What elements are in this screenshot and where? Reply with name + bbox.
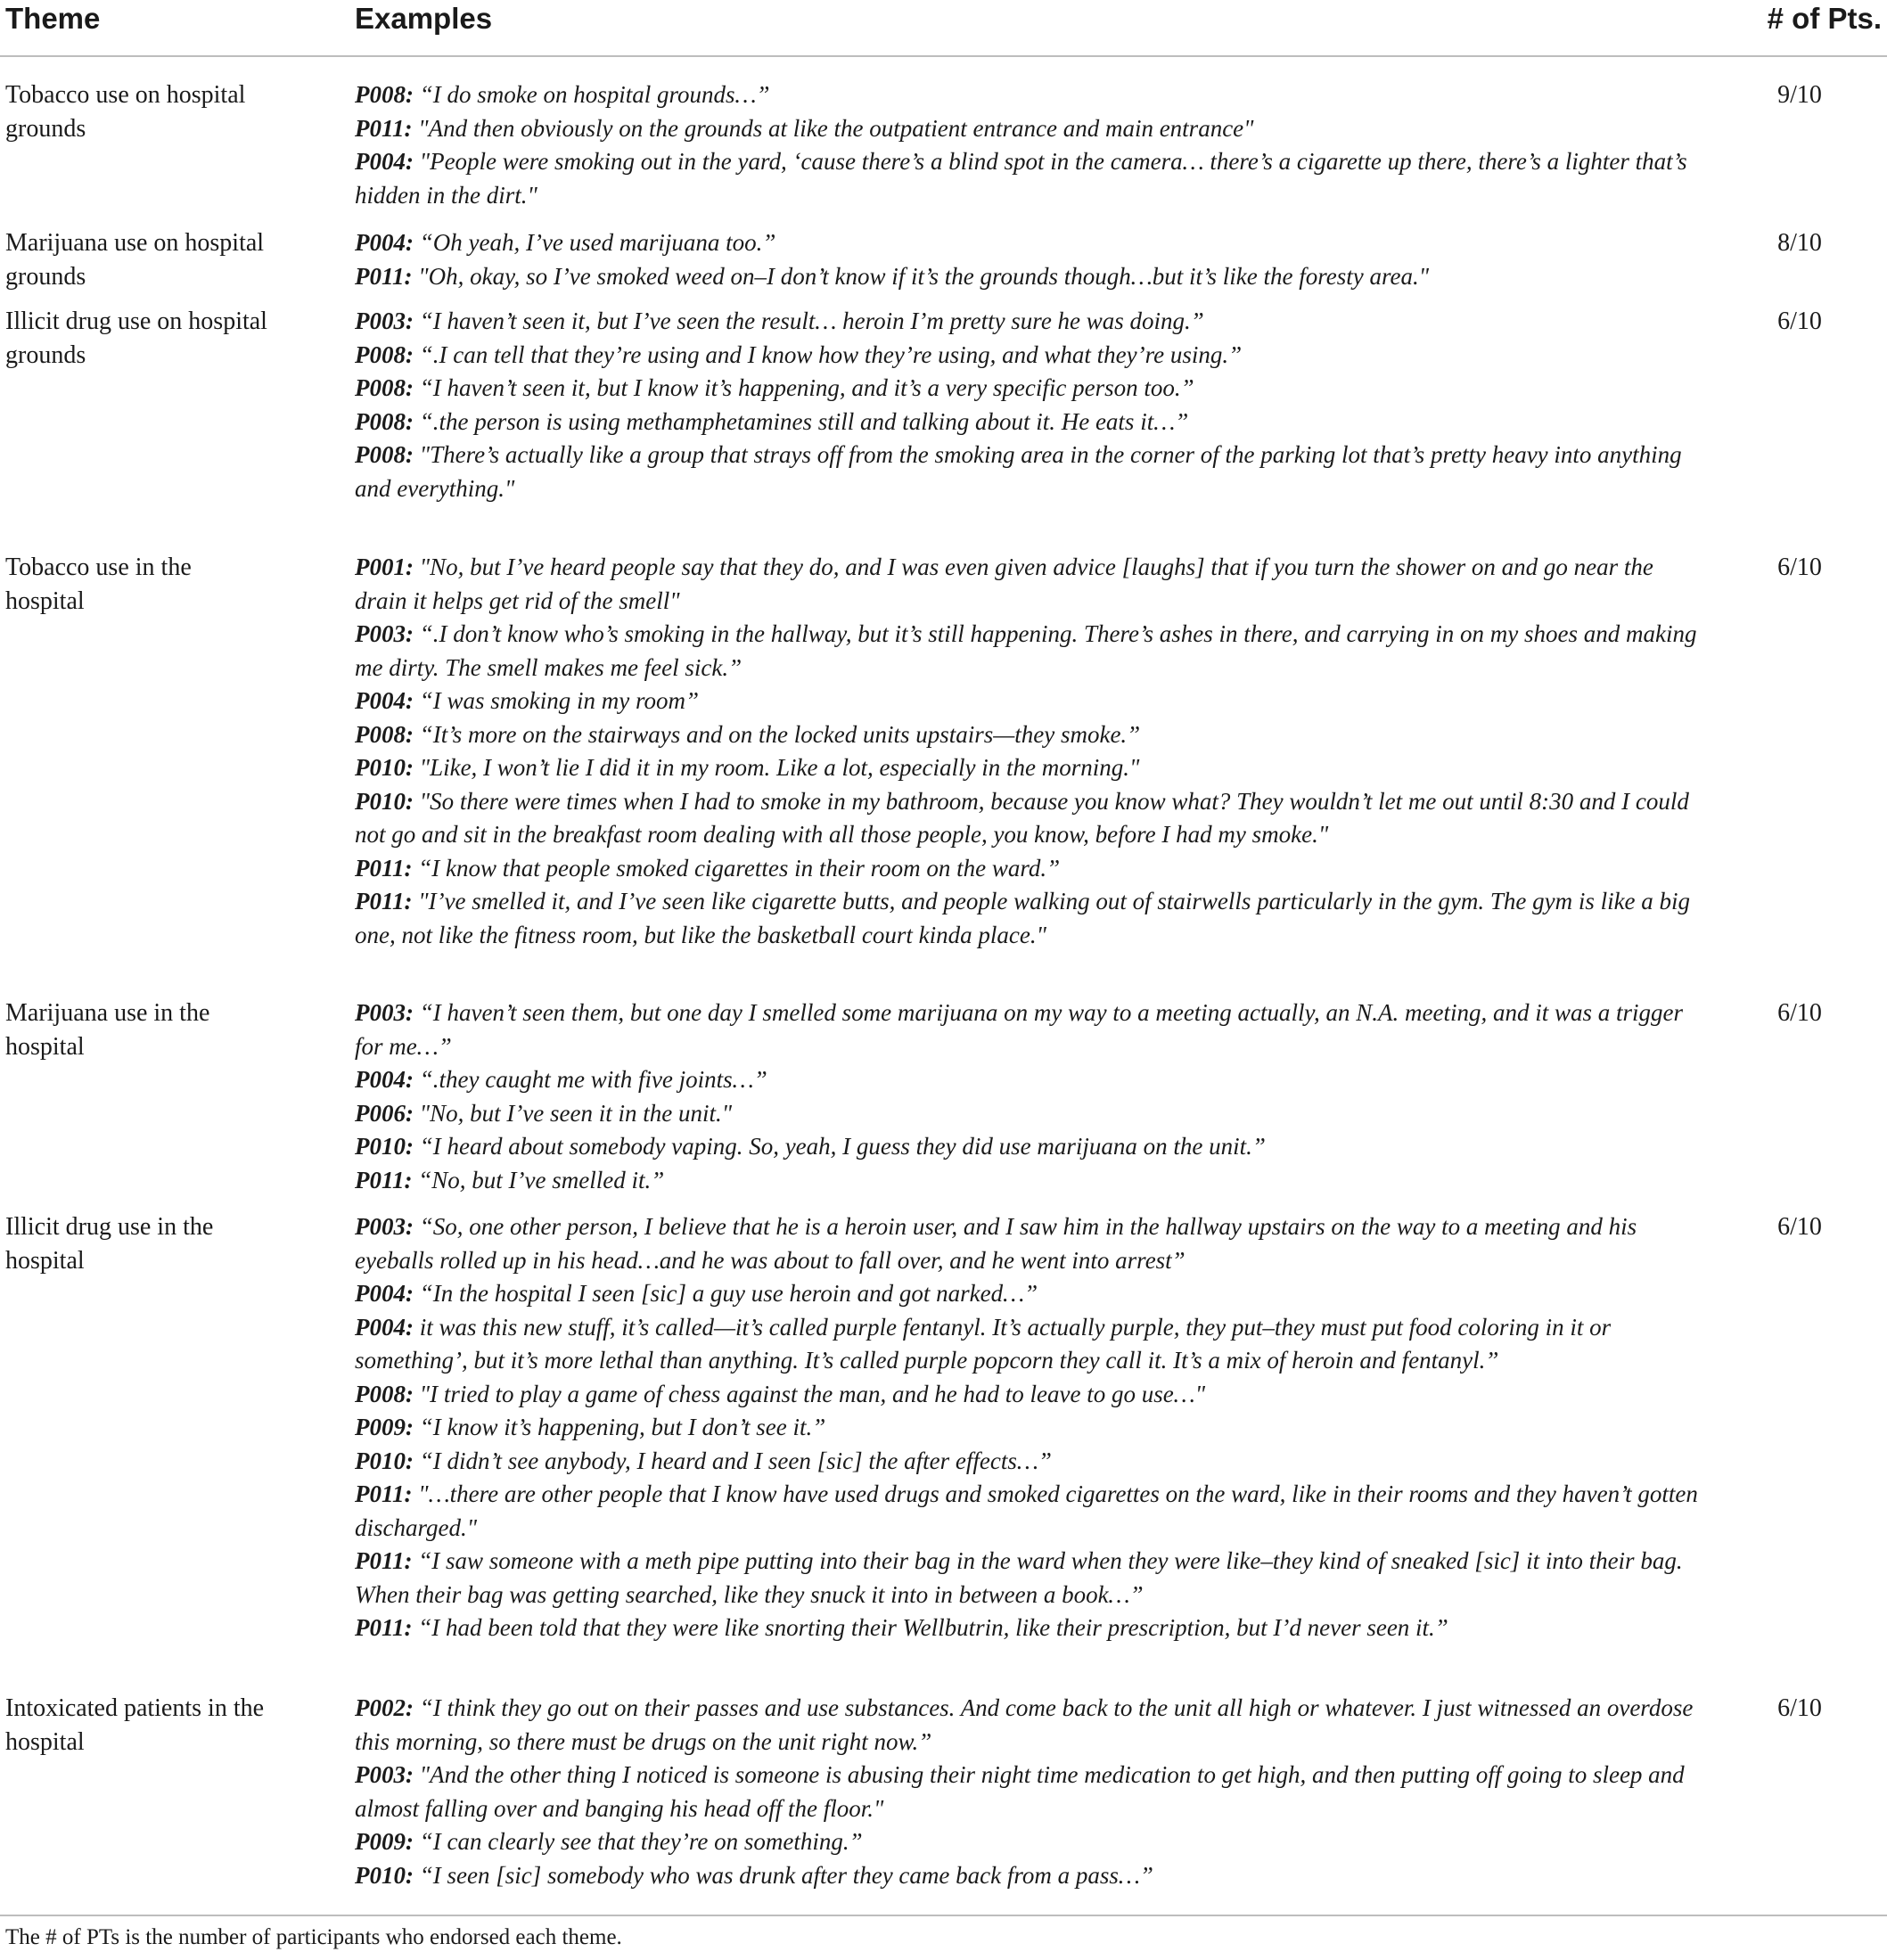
example-quote xyxy=(355,1692,1701,1759)
example-quote xyxy=(355,1097,1701,1131)
quote-text: “I haven’t seen it, but I know it’s happening, and it’s a very specific person too.” xyxy=(413,374,1194,401)
quote-text: "Like, I won’t lie I did it in my room. Like a lot, especially in the morning." xyxy=(413,754,1140,781)
example-quote xyxy=(355,260,1701,294)
quote-text: "So there were times when I had to smoke in my bathroom, because you know what? They wouldn’t let me out until 8:30 and I could not go and sit in the breakfast room dealing with all those people, you know, before I had my smoke." xyxy=(355,787,1689,848)
participant-id: P010: xyxy=(355,754,414,781)
example-quote xyxy=(355,145,1701,212)
participant-count: 6/10 xyxy=(1777,1694,1822,1722)
participant-id: P008: xyxy=(355,720,414,748)
example-quote xyxy=(355,852,1701,886)
participant-id: P008: xyxy=(355,407,414,435)
quote-text: “I heard about somebody vaping. So, yeah, I guess they did use marijuana on the unit.” xyxy=(413,1133,1266,1160)
example-quote xyxy=(355,1411,1701,1445)
theme-cell: Intoxicated patients in the hospital xyxy=(5,1694,265,1756)
quote-text: “I think they go out on their passes and use substances. And come back to the unit all high or whatever. I just witnessed an overdose this morning, so there must be drugs on the unit right now.” xyxy=(355,1694,1694,1755)
quote-text: “.the person is using methamphetamines still and talking about it. He eats it…” xyxy=(413,407,1189,435)
participant-id: P010: xyxy=(355,1861,414,1889)
participant-id: P011: xyxy=(355,854,413,882)
quote-text: "Oh, okay, so I’ve smoked weed on–I don’t know if it’s the grounds though…but it’s like the foresty area." xyxy=(412,262,1430,290)
quote-text: “I know it’s happening, but I don’t see it.” xyxy=(413,1414,826,1440)
participant-id: P011: xyxy=(355,888,413,914)
example-quote xyxy=(355,305,1701,339)
example-quote xyxy=(355,885,1701,952)
quote-text: “I haven’t seen it, but I’ve seen the result… heroin I’m pretty sure he was doing.” xyxy=(413,308,1204,334)
theme-cell: Illicit drug use in the hospital xyxy=(5,1213,214,1275)
examples-cell xyxy=(355,1692,1701,1892)
example-quote xyxy=(355,1164,1701,1198)
example-quote xyxy=(355,1063,1701,1097)
quote-text: “It’s more on the stairways and on the locked units upstairs—they smoke.” xyxy=(413,720,1141,748)
quote-text: "There’s actually like a group that strays off from the smoking area in the corner of the parking lot that’s pretty heavy into anything and everything." xyxy=(355,441,1682,502)
participant-id: P003: xyxy=(355,1761,414,1788)
quote-text: “.they caught me with five joints…” xyxy=(413,1066,767,1093)
example-quote xyxy=(355,78,1701,112)
quote-text: "I’ve smelled it, and I’ve seen like cigarette butts, and people walking out of stairwells particularly in the gym. The gym is like a big one, not like the fitness room, but like the basketball court kinda place." xyxy=(355,888,1691,948)
participant-id: P002: xyxy=(355,1694,414,1721)
example-quote xyxy=(355,1277,1701,1311)
quote-text: “.I can tell that they’re using and I know how they’re using, and what they’re using.” xyxy=(413,340,1243,368)
participant-id: P004: xyxy=(355,687,414,714)
example-quote xyxy=(355,439,1701,505)
examples-cell xyxy=(355,1210,1701,1645)
participant-id: P008: xyxy=(355,441,414,468)
participant-id: P003: xyxy=(355,999,414,1026)
theme-cell: Tobacco use in the hospital xyxy=(5,554,192,615)
participant-count: 6/10 xyxy=(1777,554,1822,581)
participant-count: 6/10 xyxy=(1777,999,1822,1027)
participant-id: P010: xyxy=(355,787,414,815)
example-quote xyxy=(355,685,1701,718)
quote-text: “I didn’t see anybody, I heard and I seen [sic] the after effects…” xyxy=(413,1447,1052,1474)
participant-id: P001: xyxy=(355,554,414,580)
participant-id: P003: xyxy=(355,620,414,647)
quote-text: “I can clearly see that they’re on something.” xyxy=(413,1828,863,1855)
participant-id: P011: xyxy=(355,1480,413,1507)
header-theme: Theme xyxy=(5,2,101,35)
example-quote xyxy=(355,339,1701,373)
example-quote xyxy=(355,1825,1701,1859)
participant-id: P010: xyxy=(355,1447,414,1474)
participant-id: P003: xyxy=(355,1213,414,1240)
example-quote xyxy=(355,372,1701,406)
examples-cell xyxy=(355,78,1701,212)
quote-text: “.I don’t know who’s smoking in the hallway, but it’s still happening. There’s ashes in there, and carrying in on my shoes and making me dirty. The smell makes me feel sick.” xyxy=(355,620,1697,681)
example-quote xyxy=(355,112,1701,146)
participant-id: P008: xyxy=(355,81,414,108)
participant-id: P011: xyxy=(355,1547,413,1574)
example-quote xyxy=(355,1210,1701,1277)
participant-id: P011: xyxy=(355,1166,413,1193)
examples-cell xyxy=(355,996,1701,1197)
participant-id: P004: xyxy=(355,1066,414,1093)
quote-text: “No, but I’ve smelled it.” xyxy=(412,1166,665,1193)
examples-cell xyxy=(355,305,1701,505)
quote-text: “So, one other person, I believe that he is a heroin user, and I saw him in the hallway upstairs on the way to a meeting and his eyeballs rolled up in his head…and he was about to fall over, and he went into arrest” xyxy=(355,1213,1637,1274)
example-quote xyxy=(355,1611,1701,1645)
participant-id: P006: xyxy=(355,1099,414,1127)
quote-text: “In the hospital I seen [sic] a guy use heroin and got narked…” xyxy=(413,1280,1038,1307)
quote-text: "I tried to play a game of chess against the man, and he had to leave to go use…" xyxy=(413,1380,1206,1407)
quote-text: “Oh yeah, I’ve used marijuana too.” xyxy=(413,229,776,256)
quote-text: "And then obviously on the grounds at like the outpatient entrance and main entrance" xyxy=(412,114,1254,142)
quote-text: "No, but I’ve heard people say that they do, and I was even given advice [laughs] that if you turn the shower on and go near the drain it helps get rid of the smell" xyxy=(355,554,1653,614)
participant-id: P011: xyxy=(355,262,413,290)
quote-text: “I know that people smoked cigarettes in their room on the ward.” xyxy=(412,854,1061,882)
example-quote xyxy=(355,1130,1701,1164)
participant-id: P004: xyxy=(355,1313,414,1341)
participant-id: P011: xyxy=(355,114,413,142)
example-quote xyxy=(355,1859,1701,1893)
example-quote xyxy=(355,1445,1701,1479)
participant-id: P011: xyxy=(355,1614,413,1641)
quote-text: “I saw someone with a meth pipe putting into their bag in the ward when they were like–they kind of sneaked [sic] it into their bag. When their bag was getting searched, like they snuck it into in between a book…” xyxy=(355,1547,1683,1608)
header-pts: # of Pts. xyxy=(1767,2,1882,35)
participant-id: P004: xyxy=(355,1280,414,1307)
examples-cell xyxy=(355,551,1701,952)
quote-text: "…there are other people that I know have used drugs and smoked cigarettes on the ward, like in their rooms and they haven’t gotten discharged." xyxy=(355,1480,1698,1541)
participant-id: P003: xyxy=(355,308,414,334)
example-quote xyxy=(355,406,1701,439)
header-examples: Examples xyxy=(355,2,493,35)
participant-id: P010: xyxy=(355,1133,414,1160)
participant-count: 6/10 xyxy=(1777,308,1822,335)
participant-id: P008: xyxy=(355,340,414,368)
quote-text: “I was smoking in my room” xyxy=(413,687,700,714)
participant-id: P009: xyxy=(355,1828,414,1855)
example-quote xyxy=(355,1545,1701,1611)
theme-cell: Illicit drug use on hospital grounds xyxy=(5,308,267,369)
quote-text: "People were smoking out in the yard, ‘cause there’s a blind spot in the camera… there’s a cigarette up there, there’s a lighter that’s hidden in the dirt." xyxy=(355,148,1687,209)
participant-id: P008: xyxy=(355,374,414,401)
quote-text: “I seen [sic] somebody who was drunk after they came back from a pass…” xyxy=(413,1861,1153,1889)
example-quote xyxy=(355,1378,1701,1412)
example-quote xyxy=(355,1311,1701,1378)
quote-text: “I had been told that they were like snorting their Wellbutrin, like their prescription, but I’d never seen it.” xyxy=(412,1614,1448,1641)
examples-cell xyxy=(355,226,1701,293)
quote-text: “I haven’t seen them, but one day I smelled some marijuana on my way to a meeting actually, an N.A. meeting, and it was a trigger for me…” xyxy=(355,999,1684,1060)
participant-id: P009: xyxy=(355,1414,414,1440)
example-quote xyxy=(355,751,1701,785)
example-quote xyxy=(355,1478,1701,1545)
example-quote xyxy=(355,996,1701,1063)
example-quote xyxy=(355,618,1701,685)
quote-text: "And the other thing I noticed is someone is abusing their night time medication to get high, and then putting off going to sleep and almost falling over and banging his head off the floor." xyxy=(355,1761,1685,1822)
example-quote xyxy=(355,785,1701,852)
theme-cell: Marijuana use on hospital grounds xyxy=(5,229,265,291)
participant-count: 8/10 xyxy=(1777,229,1822,257)
bottom-rule xyxy=(0,1915,1887,1916)
theme-cell: Tobacco use on hospital grounds xyxy=(5,81,246,143)
participant-id: P004: xyxy=(355,148,414,175)
quote-text: “I do smoke on hospital grounds…” xyxy=(413,81,770,108)
participant-id: P004: xyxy=(355,229,414,256)
example-quote xyxy=(355,1759,1701,1825)
example-quote xyxy=(355,226,1701,260)
quote-text: it was this new stuff, it’s called—it’s called purple fentanyl. It’s actually purple, they put–they must put food coloring in it or something’, but it’s more lethal than anything. It’s called purple popcorn they call it. It’s a mix of heroin and fentanyl.” xyxy=(355,1313,1612,1374)
table-footnote: The # of PTs is the number of participants who endorsed each theme. xyxy=(5,1925,622,1949)
quote-text: "No, but I’ve seen it in the unit." xyxy=(413,1099,733,1127)
participant-count: 9/10 xyxy=(1777,81,1822,109)
theme-cell: Marijuana use in the hospital xyxy=(5,999,210,1061)
example-quote xyxy=(355,718,1701,752)
participant-id: P008: xyxy=(355,1380,414,1407)
participant-count: 6/10 xyxy=(1777,1213,1822,1241)
example-quote xyxy=(355,551,1701,618)
table-header xyxy=(0,0,1887,57)
